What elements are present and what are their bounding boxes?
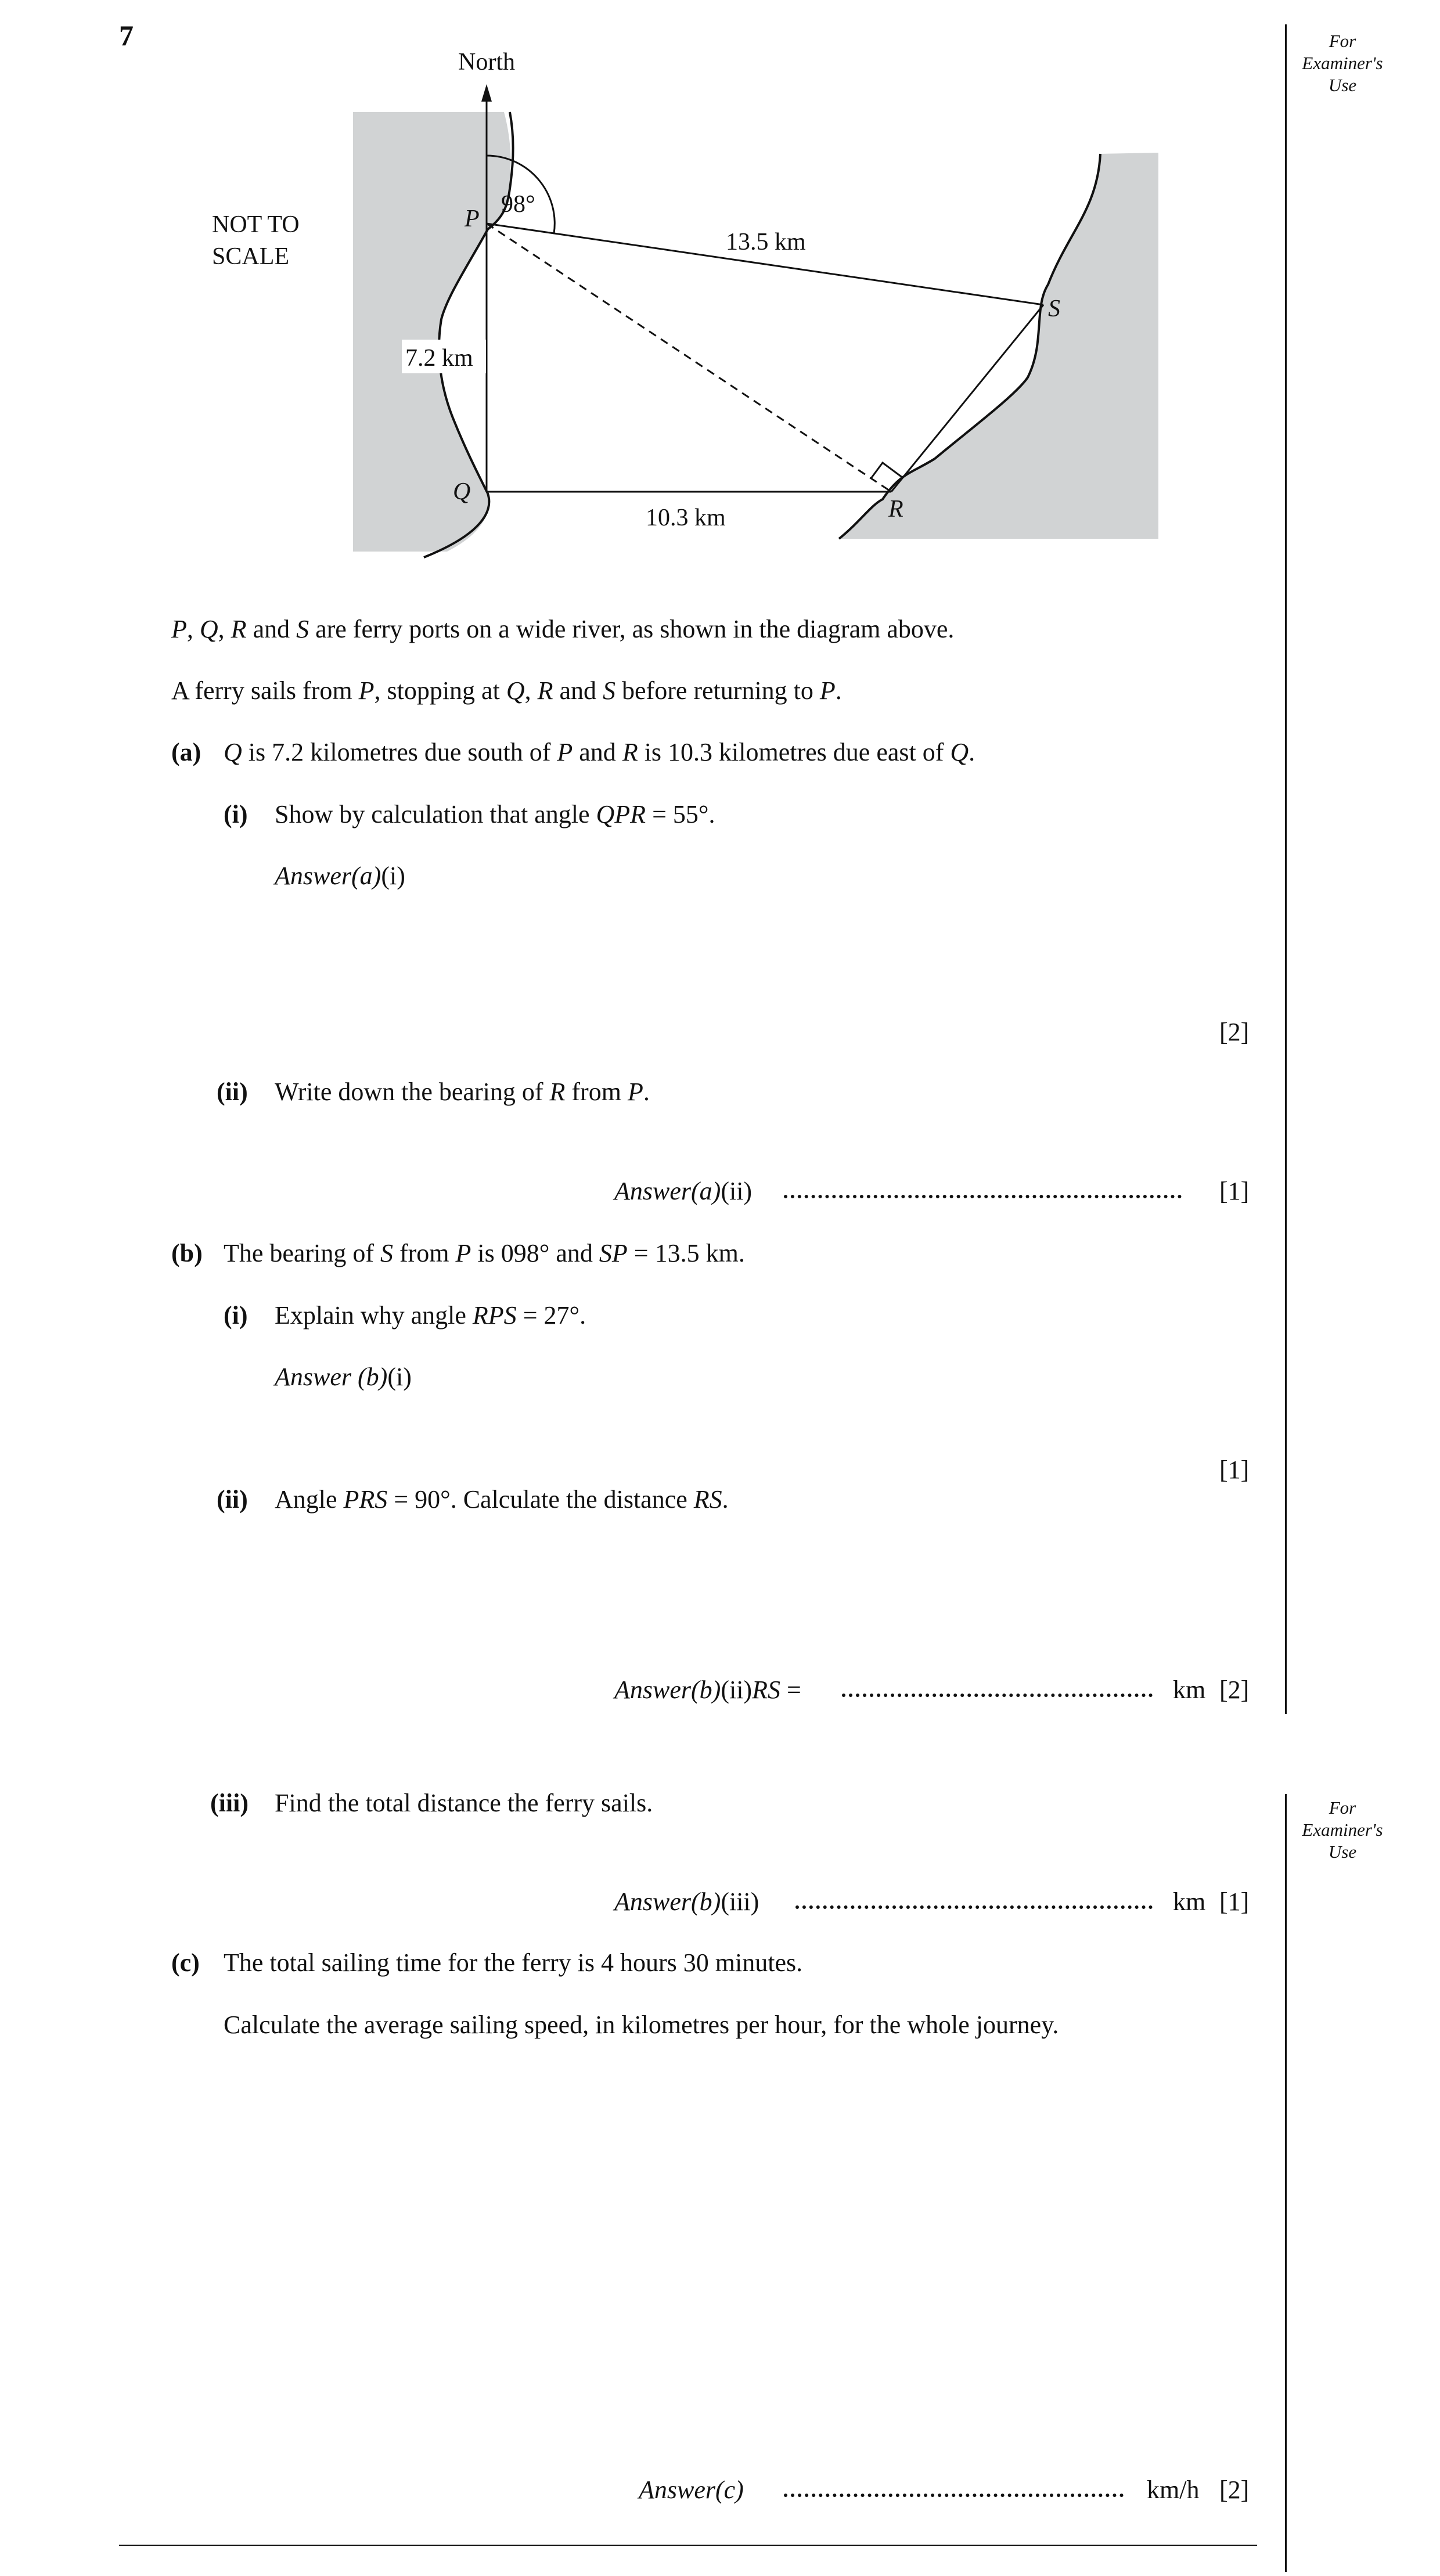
text: The bearing of [224,1239,380,1267]
port-q: Q [506,676,525,705]
point-q-label: Q [453,478,471,505]
answer-b-iii-label [614,1887,759,1917]
port-r: R [537,676,553,705]
text: , stopping at [374,676,506,705]
port-p: P [557,738,573,766]
mark-a-i: [2] [1219,1018,1250,1046]
answer-a-i-label [275,861,405,891]
answer-b-ii-field[interactable] [842,1694,1153,1697]
text: = 13.5 km. [627,1239,745,1267]
unit-b-iii: km [1173,1887,1206,1916]
page-bottom-rule [119,2545,1257,2546]
dist-ps-label: 13.5 km [726,229,806,255]
text: . [643,1078,650,1106]
text: and [573,738,622,766]
point-p-label: P [465,206,480,232]
part-b-iii-label: (iii) [210,1789,249,1817]
part-c-text-2: Calculate the average sailing speed, in kilometres per hour, for the whole journey. [224,2011,1059,2039]
port-q: Q [224,738,242,766]
text: = 90°. Calculate the distance [387,1485,694,1514]
text: , [524,676,538,705]
part-a-label: (a) [171,738,201,766]
port-p: P [627,1078,643,1106]
right-angle-mark [871,463,903,478]
answer-suffix: (ii) [721,1676,753,1704]
angle-name: PRS [343,1485,388,1514]
port-r: R [549,1078,566,1106]
part-a-text [224,737,975,768]
margin-rule-bottom [1285,1794,1287,2572]
text: from [393,1239,456,1267]
text: . [722,1485,729,1514]
answer-c-field[interactable] [784,2494,1124,2497]
answer-prefix: Answer (b) [275,1363,388,1391]
answer-b-i-label [275,1362,412,1392]
port-r: R [622,738,638,766]
not-to-scale-1: NOT TO [212,211,300,238]
text: Explain why angle [275,1301,473,1330]
text: from [565,1078,628,1106]
port-p: P [819,676,836,705]
point-s-label: S [1048,296,1060,322]
text: . [969,738,975,766]
sep: and [246,615,297,643]
examiner-note-bottom: For Examiner's Use [1302,1797,1383,1862]
part-b-text [224,1238,745,1269]
dist-pq-label: 7.2 km [405,345,473,372]
part-b-i-label: (i) [224,1301,248,1330]
text: . [835,676,842,705]
port-p: P [171,615,187,643]
equals: = [780,1676,801,1704]
answer-suffix: (i) [381,862,405,890]
angle-label: 98° [501,191,535,218]
part-b-label: (b) [171,1239,203,1267]
text: A ferry sails from [171,676,359,705]
unit-b-ii: km [1173,1676,1206,1704]
text: = 27°. [516,1301,586,1330]
intro-line-1 [171,614,954,644]
east-bank [839,153,1158,539]
port-s: S [380,1239,393,1267]
part-b-iii-text: Find the total distance the ferry sails. [275,1789,653,1817]
answer-a-ii-label [614,1176,752,1206]
intro-text: are ferry ports on a wide river, as shown in the diagram above. [309,615,955,643]
segment-rs: RS [693,1485,722,1514]
port-q: Q [199,615,218,643]
dist-qr-label: 10.3 km [646,505,726,531]
text: Write down the bearing of [275,1078,550,1106]
answer-c-label: Answer(c) [639,2476,744,2504]
part-a-i-text [275,799,715,830]
sep: , [218,615,231,643]
part-b-i-text [275,1300,586,1331]
answer-a-ii-field[interactable] [784,1195,1182,1198]
part-c-label: (c) [171,1948,200,1977]
intro-line-2 [171,676,842,706]
not-to-scale-2: SCALE [212,243,290,270]
text: is 098° and [471,1239,599,1267]
text: Angle [275,1485,344,1514]
port-p: P [358,676,375,705]
point-r-label: R [888,496,903,523]
text: = 55°. [646,800,715,828]
margin-rule-top [1285,24,1287,1714]
answer-suffix: (iii) [721,1887,759,1916]
north-label: North [458,49,515,75]
answer-suffix: (i) [387,1363,412,1391]
answer-prefix: Answer(b) [614,1887,721,1916]
port-r: R [231,615,247,643]
answer-prefix: Answer(b) [614,1676,721,1704]
angle-name: RPS [472,1301,517,1330]
mark-c: [2] [1219,2476,1250,2504]
segment-rs: RS [752,1676,780,1704]
text: and [553,676,603,705]
mark-a-ii: [1] [1219,1177,1250,1205]
port-q: Q [950,738,969,766]
examiner-note-top: For Examiner's Use [1302,31,1383,95]
angle-name: QPR [596,800,646,828]
answer-b-iii-field[interactable] [795,1905,1153,1909]
answer-suffix: (ii) [721,1177,753,1205]
part-a-ii-text [275,1077,650,1107]
part-b-ii-text [275,1485,729,1515]
part-a-ii-label: (ii) [217,1078,248,1106]
river-diagram [192,41,1196,566]
part-b-ii-label: (ii) [217,1485,248,1514]
text: before returning to [615,676,820,705]
unit-c: km/h [1147,2476,1200,2504]
mark-b-iii: [1] [1219,1887,1250,1916]
north-arrowhead [481,84,492,102]
part-c-text-1: The total sailing time for the ferry is 4 hours 30 minutes. [224,1948,803,1977]
question-number: 7 [119,19,134,52]
answer-prefix: Answer(a) [275,862,381,890]
part-a-i-label: (i) [224,800,248,828]
answer-b-ii-label [614,1675,801,1705]
segment-sp: SP [599,1239,628,1267]
line-pr-dashed [487,224,891,492]
mark-b-i: [1] [1219,1455,1250,1484]
sep: , [186,615,200,643]
answer-prefix: Answer(a) [614,1177,721,1205]
port-p: P [455,1239,471,1267]
mark-b-ii: [2] [1219,1676,1250,1704]
text: is 10.3 kilometres due east of [638,738,951,766]
text: Show by calculation that angle [275,800,596,828]
text: is 7.2 kilometres due south of [242,738,557,766]
port-s: S [603,676,616,705]
port-s: S [296,615,309,643]
